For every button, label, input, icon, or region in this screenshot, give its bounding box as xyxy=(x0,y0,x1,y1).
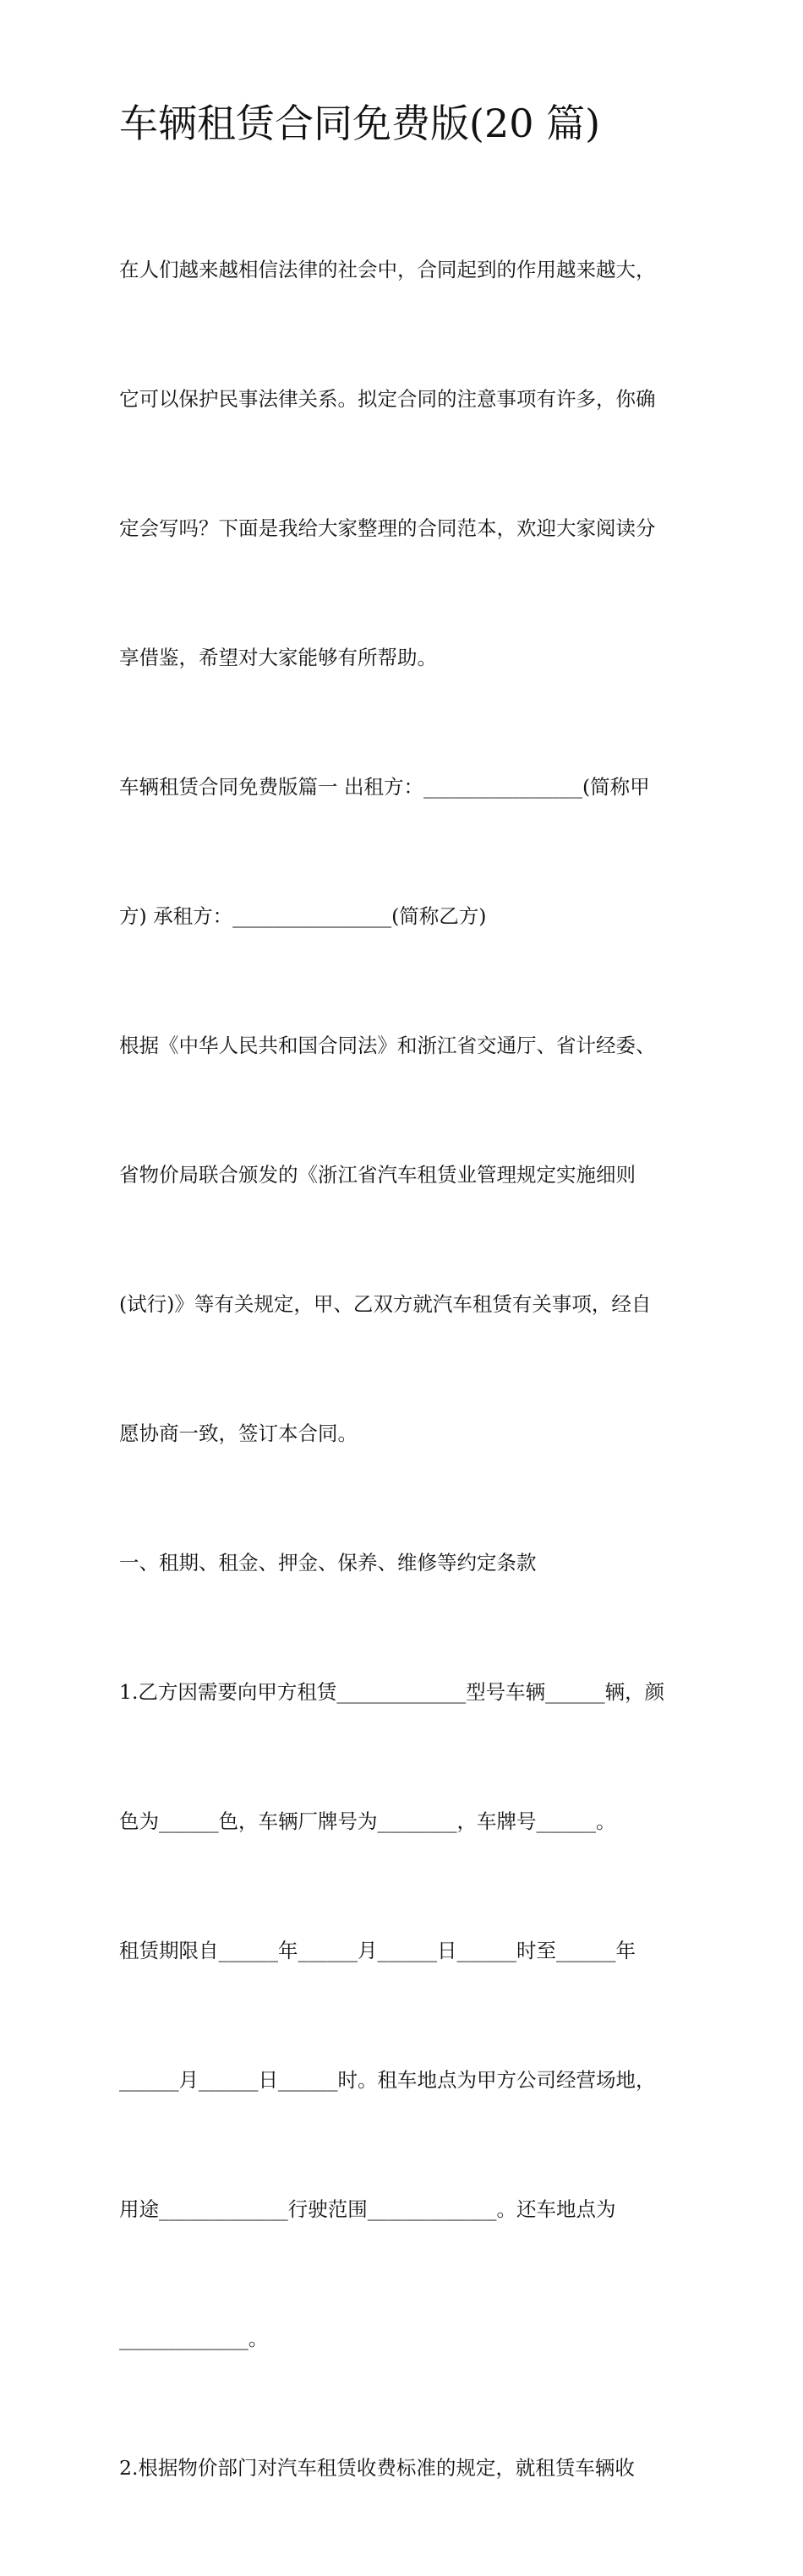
body-line: 1.乙方因需要向甲方租赁_____________型号车辆______辆，颜 xyxy=(119,1680,665,1704)
body-line: 租赁期限自______年______月______日______时至______年 xyxy=(119,1939,636,1962)
body-line: 用途_____________行驶范围_____________。还车地点为 xyxy=(119,2197,616,2221)
body-line: 愿协商一致，签订本合同。 xyxy=(119,1422,358,1445)
body-line: 2.根据物价部门对汽车租赁收费标准的规定，就租赁车辆收 xyxy=(119,2456,635,2480)
document-title: 车辆租赁合同免费版(20 篇) xyxy=(119,101,601,146)
body-line: (试行)》等有关规定，甲、乙双方就汽车租赁有关事项，经自 xyxy=(119,1292,652,1316)
body-line: ______月______日______时。租车地点为甲方公司经营场地， xyxy=(119,2068,656,2092)
section-heading: 一、租期、租金、押金、保养、维修等约定条款 xyxy=(119,1551,537,1575)
body-line: 色为______色，车辆厂牌号为________，车牌号______。 xyxy=(119,1809,616,1833)
body-line: 享借鉴，希望对大家能够有所帮助。 xyxy=(119,646,437,669)
body-line: 根据《中华人民共和国合同法》和浙江省交通厅、省计经委、 xyxy=(119,1034,656,1057)
body-line: _____________。 xyxy=(119,2327,269,2350)
body-line: 车辆租赁合同免费版篇一 出租方：________________(简称甲 xyxy=(119,775,650,799)
body-line: 它可以保护民事法律关系。拟定合同的注意事项有许多，你确 xyxy=(119,387,656,411)
document-page xyxy=(119,95,687,2576)
body-line: 定会写吗？下面是我给大家整理的合同范本，欢迎大家阅读分 xyxy=(119,516,656,540)
body-line: 在人们越来越相信法律的社会中，合同起到的作用越来越大， xyxy=(119,258,656,281)
document-body xyxy=(119,162,687,2576)
body-line: 省物价局联合颁发的《浙江省汽车租赁业管理规定实施细则 xyxy=(119,1163,636,1187)
body-line: 方) 承租方：________________(简称乙方) xyxy=(119,904,487,928)
